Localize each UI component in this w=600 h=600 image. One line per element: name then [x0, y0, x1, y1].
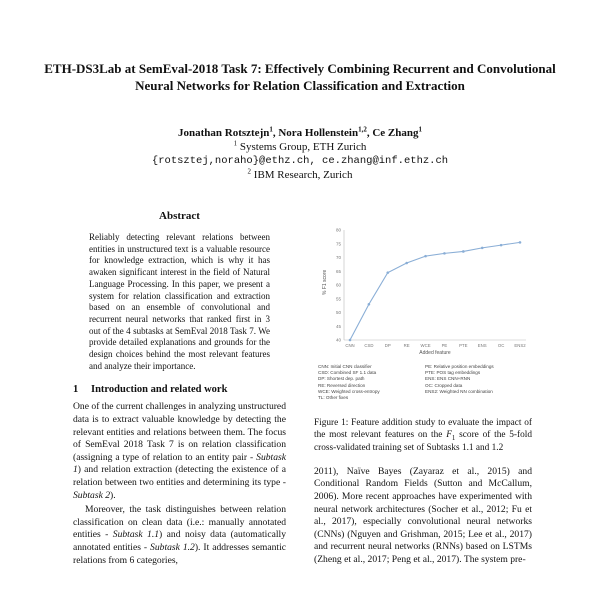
chart-x-tick-label: RE	[403, 343, 410, 348]
author-name: Ce Zhang	[372, 127, 419, 139]
chart-series-line	[350, 242, 520, 340]
figure-caption	[314, 417, 532, 454]
section-number: 1	[73, 384, 79, 396]
chart-x-tick-label: ENS	[477, 343, 487, 348]
right-column	[314, 222, 532, 567]
chart-data-point	[519, 241, 522, 244]
legend-entry: CSD: Combined SF 1.1 data	[318, 370, 377, 376]
text-run: ) and relation extraction (detecting the existence of a relation between two entities and determining its type -	[73, 464, 286, 488]
text-em: Subtask 2	[73, 489, 111, 501]
chart-y-tick-label: 80	[335, 227, 341, 233]
chart-x-tick-label: PE	[441, 343, 448, 348]
abstract-text: Reliably detecting relevant relations between entities in unstructured text is a valuable resource for knowledge extraction, which is why it has awaken significant interest in the field of Natural Language Processing. In this paper, we present a system for relation classification and extraction based on an ensemble of convolutional and recurrent neural networks that ranked first in 3 out of the 4 subtasks at SemEval 2018 Task 7. We provide detailed explanations and grounds for the design choices behind the most relevant features and analyze their importance.	[89, 232, 270, 371]
chart-x-tick-label: ENS2	[514, 343, 526, 348]
chart-data-point	[481, 247, 484, 250]
text-em: Subtask 1.2	[150, 541, 195, 553]
chart-y-tick-label: 65	[335, 268, 341, 274]
author-affil-mark: 1,2	[358, 125, 367, 134]
chart-data-point	[500, 244, 503, 247]
chart-x-tick-label: OC	[497, 343, 505, 348]
caption-text: score of the 5-fold cross-validated training set of Subtasks 1.1 and 1.2	[314, 430, 532, 453]
caption-text: Figure 1: Feature addition study to evaluate the impact of the most relevant features on the	[314, 418, 532, 441]
affil-text: IBM Research, Zurich	[253, 169, 353, 181]
chart-x-tick-label: DP	[384, 343, 391, 348]
text-run: Moreover, the task distinguishes between relation classification on clean data (i.e.: manually annotated entities -	[73, 504, 286, 541]
chart-data-point	[368, 303, 371, 306]
chart-y-tick-label: 50	[335, 310, 341, 315]
intro-paragraph-2	[73, 504, 286, 567]
feature-chart	[314, 222, 532, 362]
chart-data-point	[424, 255, 427, 258]
legend-entry: ENS: ENS CNN+RNN	[425, 376, 471, 382]
legend-entry: WCE: Weighted cross-entropy	[318, 388, 380, 394]
author-affil-mark: 1	[418, 125, 423, 134]
section-title: Introduction and related work	[91, 384, 228, 396]
legend-entry: OC: Cropped data	[425, 382, 463, 388]
author-name: Jonathan Rotsztejn	[177, 127, 270, 139]
text-em: Subtask 1.1	[112, 529, 160, 541]
chart-data-point	[443, 252, 446, 255]
chart-legend	[318, 364, 528, 401]
affiliation-2	[40, 168, 560, 182]
text-run: One of the current challenges in analyzing unstructured data is to extract valuable knowledge by detecting the relevant entities and relations between them. The focus of SemEval 2018 Task 7 is on relation classification (assigning a type of relation to an entity pair -	[73, 401, 286, 463]
chart-x-tick-label: WCE	[420, 343, 431, 348]
text-run: ).	[110, 489, 116, 501]
chart-y-axis-label: % F1 score	[322, 269, 328, 295]
affil-mark: 2	[247, 167, 252, 176]
author-block	[40, 126, 560, 182]
left-column	[73, 210, 286, 567]
legend-entry: DP: Shortest dep. path	[318, 376, 365, 382]
intro-paragraph-1	[73, 401, 286, 502]
author-emails: {rotsztej,noraho}@ethz.ch, ce.zhang@inf.ethz.ch	[151, 155, 449, 167]
legend-entry: RE: Reversed direction	[318, 382, 366, 388]
text-em: Subtask 1	[73, 451, 286, 476]
legend-entry: ENS2: Weighted NN combination	[425, 388, 493, 394]
legend-entry: CNN: Initial CNN classifier	[318, 364, 372, 369]
chart-data-point	[405, 262, 408, 265]
chart-y-tick-label: 70	[335, 255, 341, 260]
chart-y-tick-label: 75	[335, 241, 341, 247]
author-affil-mark: 1	[269, 125, 273, 134]
chart-x-tick-label: PTE	[459, 343, 468, 348]
chart-data-point	[386, 271, 389, 274]
abstract-heading: Abstract	[159, 210, 200, 222]
affil-text: Systems Group, ETH Zurich	[239, 141, 367, 153]
chart-data-point	[349, 339, 352, 342]
legend-entry: TL: Other fixes	[318, 395, 349, 401]
author-names: Jonathan Rotsztejn$^1$, Nora Hollenstein$^{1,2}$, Ce Zhang$^1$	[177, 125, 423, 139]
paper-title: ETH-DS3Lab at SemEval-2018 Task 7: Effectively Combining Recurrent and Convolutional Neural Networks for Relation Classification and Extraction	[44, 61, 556, 93]
chart-y-tick-label: 40	[335, 337, 341, 343]
chart-y-tick-label: 60	[335, 282, 341, 288]
affil-mark: 1	[233, 139, 238, 148]
chart-x-tick-label: CSD	[364, 343, 374, 348]
author-name: Nora Hollenstein	[278, 127, 359, 139]
legend-entry: PTE: POS tag embeddings	[425, 370, 481, 376]
caption-subscript: 1	[451, 434, 456, 443]
legend-entry: PE: Relative position embeddings	[425, 364, 494, 369]
section-heading	[73, 384, 286, 395]
chart-data-point	[462, 250, 465, 253]
chart-y-tick-label: 55	[335, 296, 341, 302]
text-run: ) and noisy data (automatically annotated entities -	[73, 529, 286, 553]
chart-x-axis-label: Added feature	[419, 350, 451, 356]
figure-1	[314, 222, 532, 454]
chart-y-tick-label: 45	[335, 323, 341, 329]
caption-math: F	[446, 430, 452, 441]
text-run: ). It addresses semantic relations from 6 categories,	[73, 541, 286, 566]
affiliation-1	[40, 140, 560, 154]
right-paragraph: 2011), Naïve Bayes (Zayaraz et al., 2015) and Conditional Random Fields (Sutton and McCallum, 2006). More recent approaches have experimented with neural network architectures (Socher et al., 2012; Fu et al., 2017), especially convolutional neural networks (CNNs) (Nguyen and Grishman, 2015; Lee et al., 2017) and recurrent neural networks (RNNs) based on LSTMs (Zheng et al., 2017; Peng et al., 2017). The system pre-	[314, 465, 532, 565]
chart-x-tick-label: CNN	[345, 343, 355, 348]
